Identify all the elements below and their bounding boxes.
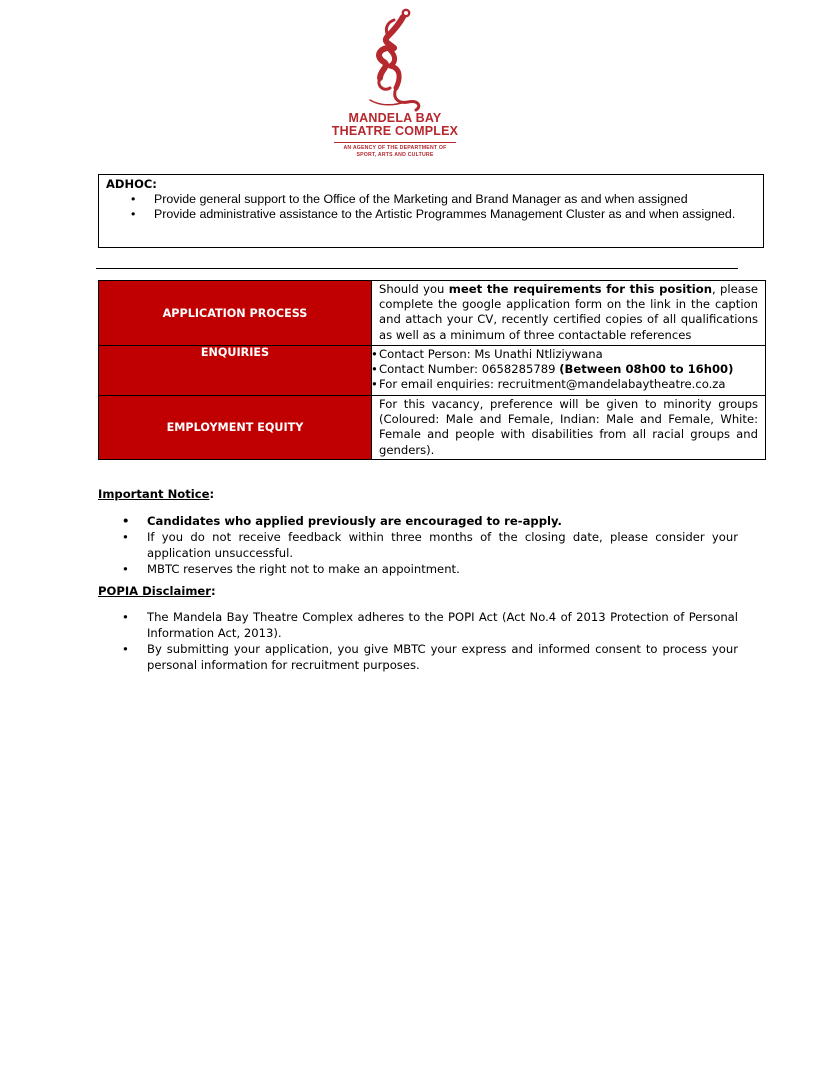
employment-equity-text: For this vacancy, preference will be given to minority groups (Coloured: Male and Female, Indian: Male and Female, White: Female and people with disabilities from all racial groups and genders). xyxy=(372,396,766,460)
adhoc-list xyxy=(106,192,756,222)
table-row xyxy=(99,346,766,396)
enquiries-text xyxy=(372,346,766,396)
important-notice-list xyxy=(98,513,738,577)
section-divider xyxy=(96,268,738,269)
adhoc-item: • Provide administrative assistance to the Artistic Programmes Management Cluster as and when assigned. xyxy=(154,207,756,222)
contact-person: • Contact Person: Ms Unathi Ntliziywana xyxy=(372,347,758,362)
employment-equity-label: EMPLOYMENT EQUITY xyxy=(99,396,372,460)
important-notice-title xyxy=(98,486,738,502)
list-item: • The Mandela Bay Theatre Complex adheres to the POPI Act (Act No.4 of 2013 Protection of Personal Information Act, 2013). xyxy=(147,609,738,641)
logo-subtitle-line2: SPORT, ARTS AND CULTURE xyxy=(356,152,434,158)
adhoc-section xyxy=(98,174,764,248)
notices-section xyxy=(98,486,738,673)
list-item: • If you do not receive feedback within three months of the closing date, please consider your application unsuccessful. xyxy=(147,529,738,561)
important-notice-heading: Important Notice xyxy=(98,487,210,501)
important-notice-colon: : xyxy=(209,487,215,501)
list-item: • MBTC reserves the right not to make an appointment. xyxy=(147,561,738,577)
list-item: • Candidates who applied previously are encouraged to re-apply. xyxy=(147,513,738,529)
table-row xyxy=(99,281,766,346)
logo-subtitle-line1: AN AGENCY OF THE DEPARTMENT OF xyxy=(343,145,447,151)
application-text-pre: Should you xyxy=(379,282,449,296)
application-process-label: APPLICATION PROCESS xyxy=(99,281,372,346)
enquiries-label: ENQUIRIES xyxy=(99,346,372,396)
popia-disclaimer-title xyxy=(98,583,738,599)
contact-hours: (Between 08h00 to 16h00) xyxy=(559,362,734,377)
application-text-bold: meet the requirements for this position xyxy=(448,282,712,296)
dancer-figure-icon xyxy=(350,6,440,112)
application-text-post: , please complete the google application form on the link in the caption and attach your CV, recently certified copies of all qualifications as well as a minimum of three contactable references xyxy=(379,282,758,342)
logo-name-line1: MANDELA BAY xyxy=(348,111,442,125)
mbtc-logo xyxy=(320,6,470,159)
adhoc-heading: ADHOC: xyxy=(106,177,157,191)
contact-number: Contact Number: 0658285789 xyxy=(379,362,560,377)
application-process-text xyxy=(372,281,766,346)
contact-email[interactable]: • For email enquiries: recruitment@mandelabaytheatre.co.za xyxy=(372,377,758,392)
table-row xyxy=(99,396,766,460)
popia-list xyxy=(98,609,738,673)
list-item: • By submitting your application, you give MBTC your express and informed consent to process your personal information for recruitment purposes. xyxy=(147,641,738,673)
adhoc-item: • Provide general support to the Office of the Marketing and Brand Manager as and when assigned xyxy=(154,192,756,207)
popia-disclaimer-colon: : xyxy=(210,584,216,598)
application-info-table xyxy=(98,280,766,460)
logo-name-line2: THEATRE COMPLEX xyxy=(331,124,459,138)
popia-disclaimer-heading: POPIA Disclaimer xyxy=(98,584,211,598)
logo-divider xyxy=(334,142,456,143)
contact-number-line xyxy=(372,362,758,377)
